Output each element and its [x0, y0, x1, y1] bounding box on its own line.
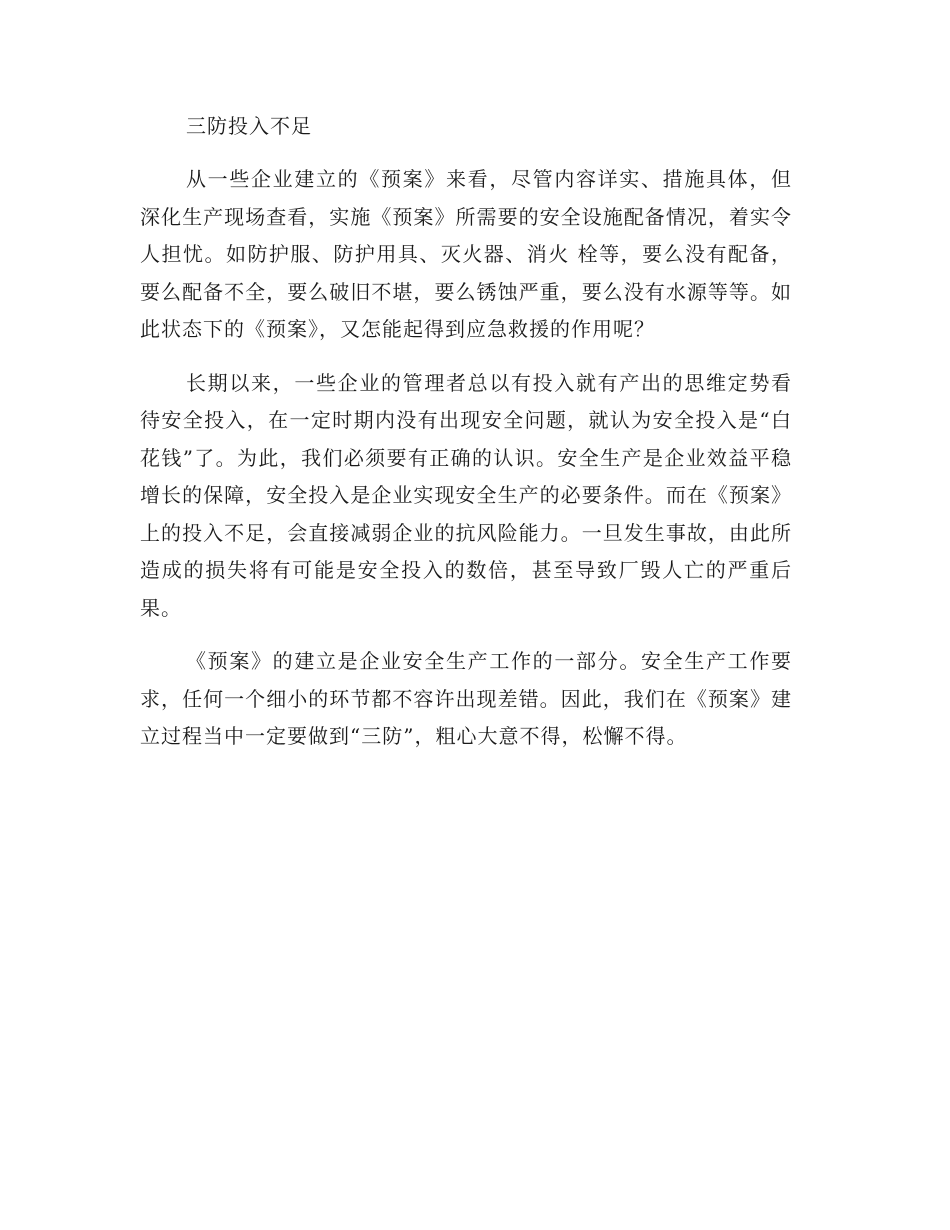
section-heading: 三防投入不足 — [186, 114, 312, 138]
document-body — [140, 108, 792, 772]
paragraph-1: 从一些企业建立的《预案》来看，尽管内容详实、措施具体，但深化生产现场查看，实施《预案》所需要的安全设施配备情况，着实令人担忧。如防护服、防护用具、灭火器、消火 栓等，要么没有配备，要么配备不全，要么破旧不堪，要么锈蚀严重，要么没有水源等等。如此状态下的《预案》，又怎能起得到应急救援的作用呢？ — [140, 167, 792, 341]
paragraph-2: 长期以来，一些企业的管理者总以有投入就有产出的思维定势看待安全投入，在一定时期内没有出现安全问题，就认为安全投入是“白花钱”了。为此，我们必须要有正确的认识。安全生产是企业效益平稳增长的保障，安全投入是企业实现安全生产的必要条件。而在《预案》上的投入不足，会直接减弱企业的抗风险能力。一旦发生事故，由此所造成的损失将有可能是安全投入的数倍，甚至导致厂毁人亡的严重后果。 — [140, 370, 792, 620]
paragraph-3: 《预案》的建立是企业安全生产工作的一部分。安全生产工作要求，任何一个细小的环节都不容许出现差错。因此，我们在《预案》建立过程当中一定要做到“三防”，粗心大意不得，松懈不得。 — [140, 649, 792, 748]
